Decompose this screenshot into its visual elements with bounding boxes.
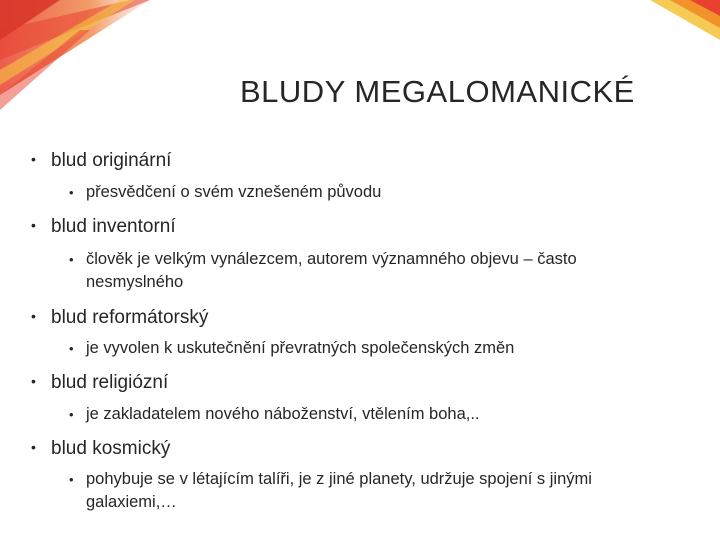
sub-list-item <box>69 337 669 360</box>
sub-list-item <box>69 468 669 514</box>
list-item <box>31 150 171 172</box>
sub-list-item-label: pohybuje se v létajícím talíři, je z jiné planety, udržuje spojení s jinými galaxiemi,… <box>86 470 592 511</box>
list-item-label: blud religiózní <box>51 372 169 393</box>
sub-list-item <box>69 403 669 426</box>
bullet-icon: • <box>69 341 74 356</box>
sub-list-item <box>69 248 669 294</box>
bullet-icon: • <box>31 151 36 167</box>
list-item-label: blud inventorní <box>51 216 176 237</box>
bullet-icon: • <box>31 439 36 455</box>
slide-title: BLUDY MEGALOMANICKÉ <box>240 74 635 109</box>
list-item <box>31 372 168 394</box>
bullet-icon: • <box>31 373 36 389</box>
list-item <box>31 307 208 329</box>
sub-list-item-label: je zakladatelem nového náboženství, vtělením boha,.. <box>86 405 480 423</box>
bullet-icon: • <box>69 185 74 200</box>
list-item <box>31 438 170 460</box>
sub-list-item <box>69 181 669 204</box>
list-item-label: blud kosmický <box>51 438 171 459</box>
list-item-label: blud originární <box>51 150 172 171</box>
list-item-label: blud reformátorský <box>51 307 209 328</box>
bullet-icon: • <box>69 472 74 487</box>
bullet-icon: • <box>31 308 36 324</box>
bullet-icon: • <box>69 252 74 267</box>
list-item <box>31 216 176 238</box>
bullet-icon: • <box>31 217 36 233</box>
sub-list-item-label: přesvědčení o svém vznešeném původu <box>86 183 382 201</box>
sub-list-item-label: člověk je velkým vynálezcem, autorem významného objevu – často nesmyslného <box>86 250 577 291</box>
bullet-icon: • <box>69 407 74 422</box>
sub-list-item-label: je vyvolen k uskutečnění převratných společenských změn <box>86 339 515 357</box>
